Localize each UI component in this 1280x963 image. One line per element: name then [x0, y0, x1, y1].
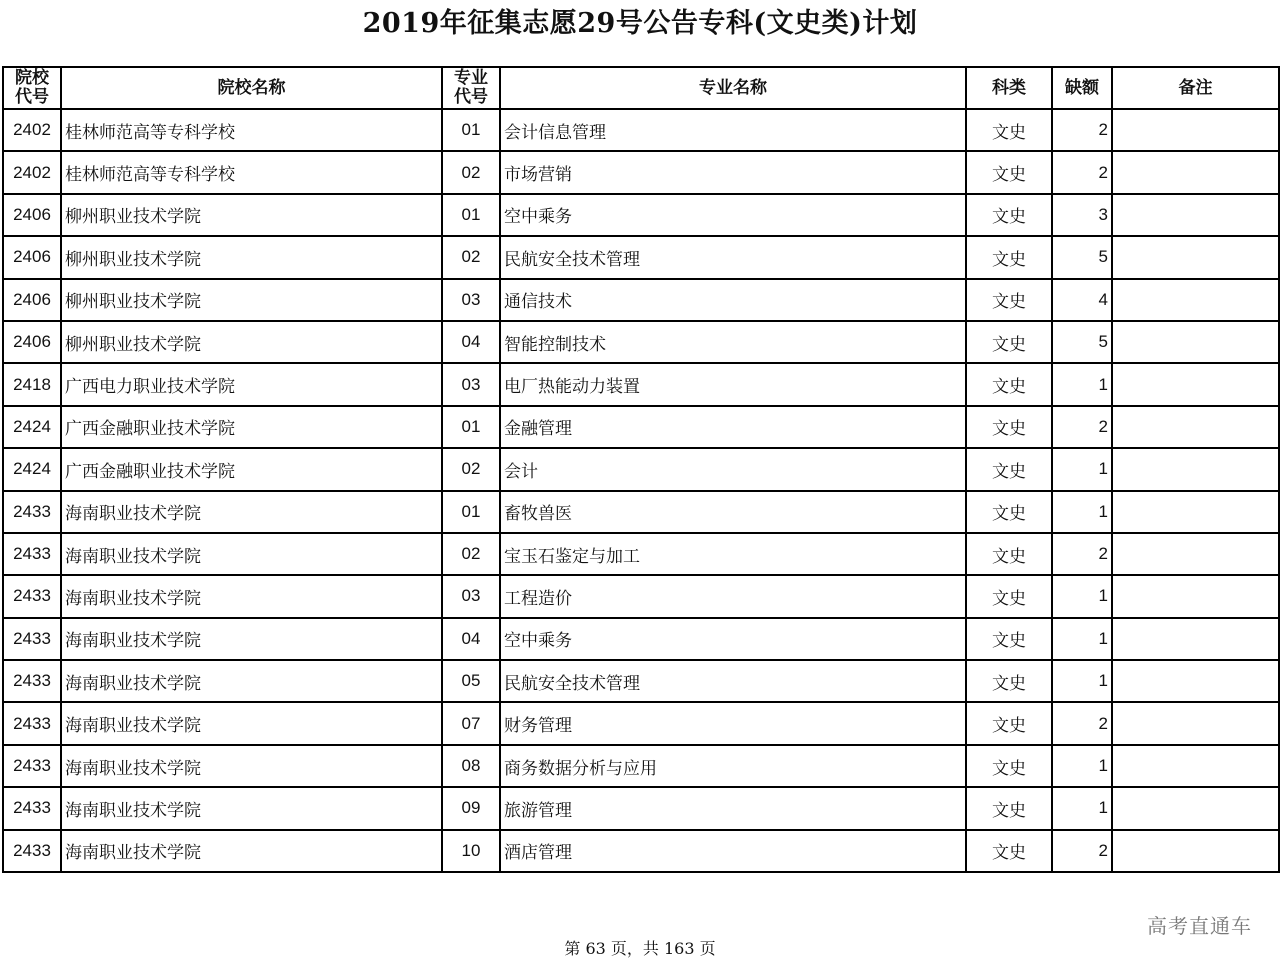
cell-school-name: 海南职业技术学院	[61, 660, 442, 702]
cell-major-code: 03	[442, 279, 500, 321]
cell-major-code: 05	[442, 660, 500, 702]
cell-school-name: 海南职业技术学院	[61, 491, 442, 533]
cell-school-name: 海南职业技术学院	[61, 618, 442, 660]
cell-notes	[1112, 151, 1279, 193]
cell-major-name: 智能控制技术	[500, 321, 966, 363]
cell-school-code: 2406	[3, 194, 61, 236]
cell-school-code: 2433	[3, 575, 61, 617]
table-row	[3, 236, 1279, 278]
cell-category: 文史	[966, 448, 1052, 490]
cell-major-code: 08	[442, 745, 500, 787]
table-row	[3, 575, 1279, 617]
table-row	[3, 279, 1279, 321]
cell-category: 文史	[966, 279, 1052, 321]
cell-category: 文史	[966, 321, 1052, 363]
cell-major-name: 市场营销	[500, 151, 966, 193]
cell-category: 文史	[966, 618, 1052, 660]
cell-major-code: 02	[442, 448, 500, 490]
cell-notes	[1112, 491, 1279, 533]
cell-category: 文史	[966, 406, 1052, 448]
cell-school-code: 2433	[3, 702, 61, 744]
table-row	[3, 406, 1279, 448]
cell-major-code: 09	[442, 787, 500, 829]
cell-vacancies: 5	[1052, 321, 1112, 363]
cell-notes	[1112, 745, 1279, 787]
cell-school-name: 柳州职业技术学院	[61, 279, 442, 321]
cell-vacancies: 5	[1052, 236, 1112, 278]
cell-category: 文史	[966, 745, 1052, 787]
table-row	[3, 745, 1279, 787]
cell-major-code: 03	[442, 363, 500, 405]
table-header-row	[3, 67, 1279, 109]
cell-category: 文史	[966, 575, 1052, 617]
table-row	[3, 321, 1279, 363]
cell-notes	[1112, 236, 1279, 278]
cell-major-code: 01	[442, 406, 500, 448]
cell-school-name: 海南职业技术学院	[61, 787, 442, 829]
cell-major-code: 07	[442, 702, 500, 744]
cell-notes	[1112, 660, 1279, 702]
cell-vacancies: 1	[1052, 660, 1112, 702]
cell-category: 文史	[966, 151, 1052, 193]
cell-vacancies: 2	[1052, 830, 1112, 872]
header-school-name: 院校名称	[61, 67, 442, 109]
cell-school-name: 桂林师范高等专科学校	[61, 151, 442, 193]
header-major-code: 专业 代号	[442, 67, 500, 109]
cell-category: 文史	[966, 660, 1052, 702]
cell-vacancies: 1	[1052, 363, 1112, 405]
table-row	[3, 787, 1279, 829]
cell-category: 文史	[966, 702, 1052, 744]
cell-major-name: 财务管理	[500, 702, 966, 744]
header-category: 科类	[966, 67, 1052, 109]
cell-school-name: 海南职业技术学院	[61, 533, 442, 575]
cell-school-code: 2406	[3, 321, 61, 363]
cell-vacancies: 1	[1052, 491, 1112, 533]
cell-category: 文史	[966, 787, 1052, 829]
cell-major-code: 01	[442, 491, 500, 533]
page-footer: 第 63 页，共 163 页	[564, 939, 716, 958]
table-body	[3, 109, 1279, 872]
cell-major-name: 商务数据分析与应用	[500, 745, 966, 787]
cell-notes	[1112, 194, 1279, 236]
cell-category: 文史	[966, 830, 1052, 872]
cell-notes	[1112, 279, 1279, 321]
header-notes: 备注	[1112, 67, 1279, 109]
cell-school-code: 2406	[3, 236, 61, 278]
cell-school-name: 海南职业技术学院	[61, 830, 442, 872]
cell-school-code: 2402	[3, 151, 61, 193]
cell-vacancies: 3	[1052, 194, 1112, 236]
cell-notes	[1112, 109, 1279, 151]
table-row	[3, 194, 1279, 236]
table-row	[3, 660, 1279, 702]
cell-vacancies: 1	[1052, 448, 1112, 490]
table-row	[3, 151, 1279, 193]
cell-school-code: 2406	[3, 279, 61, 321]
table-row	[3, 830, 1279, 872]
cell-category: 文史	[966, 363, 1052, 405]
cell-major-name: 通信技术	[500, 279, 966, 321]
table-row	[3, 363, 1279, 405]
cell-major-name: 工程造价	[500, 575, 966, 617]
header-major-name: 专业名称	[500, 67, 966, 109]
cell-school-name: 广西金融职业技术学院	[61, 448, 442, 490]
cell-major-name: 会计信息管理	[500, 109, 966, 151]
cell-major-name: 畜牧兽医	[500, 491, 966, 533]
cell-notes	[1112, 702, 1279, 744]
cell-school-code: 2424	[3, 448, 61, 490]
cell-notes	[1112, 575, 1279, 617]
cell-notes	[1112, 321, 1279, 363]
cell-major-name: 电厂热能动力装置	[500, 363, 966, 405]
cell-vacancies: 2	[1052, 109, 1112, 151]
cell-school-name: 桂林师范高等专科学校	[61, 109, 442, 151]
cell-school-name: 柳州职业技术学院	[61, 236, 442, 278]
cell-notes	[1112, 533, 1279, 575]
cell-school-name: 广西电力职业技术学院	[61, 363, 442, 405]
header-vacancies: 缺额	[1052, 67, 1112, 109]
header-school-code: 院校 代号	[3, 67, 61, 109]
cell-school-code: 2433	[3, 618, 61, 660]
table-row	[3, 702, 1279, 744]
table-row	[3, 491, 1279, 533]
cell-school-name: 柳州职业技术学院	[61, 321, 442, 363]
cell-school-name: 柳州职业技术学院	[61, 194, 442, 236]
cell-category: 文史	[966, 533, 1052, 575]
cell-major-name: 旅游管理	[500, 787, 966, 829]
cell-school-code: 2433	[3, 787, 61, 829]
cell-major-name: 会计	[500, 448, 966, 490]
cell-major-code: 02	[442, 533, 500, 575]
cell-major-code: 04	[442, 321, 500, 363]
table-row	[3, 533, 1279, 575]
cell-major-code: 02	[442, 236, 500, 278]
watermark-text: 高考直通车	[1147, 914, 1252, 938]
page-title: 2019年征集志愿29号公告专科(文史类)计划	[362, 8, 918, 39]
cell-category: 文史	[966, 236, 1052, 278]
table-row	[3, 448, 1279, 490]
cell-notes	[1112, 618, 1279, 660]
cell-major-name: 酒店管理	[500, 830, 966, 872]
cell-major-code: 03	[442, 575, 500, 617]
cell-vacancies: 2	[1052, 533, 1112, 575]
cell-school-code: 2433	[3, 745, 61, 787]
cell-school-code: 2418	[3, 363, 61, 405]
cell-vacancies: 1	[1052, 787, 1112, 829]
cell-major-code: 10	[442, 830, 500, 872]
cell-major-name: 民航安全技术管理	[500, 660, 966, 702]
cell-school-name: 海南职业技术学院	[61, 702, 442, 744]
cell-category: 文史	[966, 491, 1052, 533]
table-row	[3, 618, 1279, 660]
cell-major-code: 04	[442, 618, 500, 660]
cell-major-code: 02	[442, 151, 500, 193]
cell-vacancies: 1	[1052, 575, 1112, 617]
cell-major-name: 民航安全技术管理	[500, 236, 966, 278]
admission-plan-table	[2, 66, 1280, 873]
cell-notes	[1112, 363, 1279, 405]
cell-school-code: 2433	[3, 533, 61, 575]
cell-notes	[1112, 787, 1279, 829]
cell-school-code: 2433	[3, 491, 61, 533]
cell-school-name: 海南职业技术学院	[61, 575, 442, 617]
cell-major-name: 空中乘务	[500, 194, 966, 236]
cell-major-code: 01	[442, 109, 500, 151]
cell-vacancies: 2	[1052, 151, 1112, 193]
cell-school-code: 2433	[3, 830, 61, 872]
cell-category: 文史	[966, 109, 1052, 151]
cell-category: 文史	[966, 194, 1052, 236]
cell-school-code: 2402	[3, 109, 61, 151]
cell-major-name: 金融管理	[500, 406, 966, 448]
cell-notes	[1112, 830, 1279, 872]
cell-vacancies: 4	[1052, 279, 1112, 321]
cell-major-name: 空中乘务	[500, 618, 966, 660]
cell-school-code: 2433	[3, 660, 61, 702]
cell-vacancies: 1	[1052, 745, 1112, 787]
cell-major-name: 宝玉石鉴定与加工	[500, 533, 966, 575]
cell-vacancies: 1	[1052, 618, 1112, 660]
cell-vacancies: 2	[1052, 702, 1112, 744]
cell-school-code: 2424	[3, 406, 61, 448]
cell-notes	[1112, 406, 1279, 448]
cell-major-code: 01	[442, 194, 500, 236]
cell-notes	[1112, 448, 1279, 490]
cell-vacancies: 2	[1052, 406, 1112, 448]
table-row	[3, 109, 1279, 151]
cell-school-name: 海南职业技术学院	[61, 745, 442, 787]
cell-school-name: 广西金融职业技术学院	[61, 406, 442, 448]
